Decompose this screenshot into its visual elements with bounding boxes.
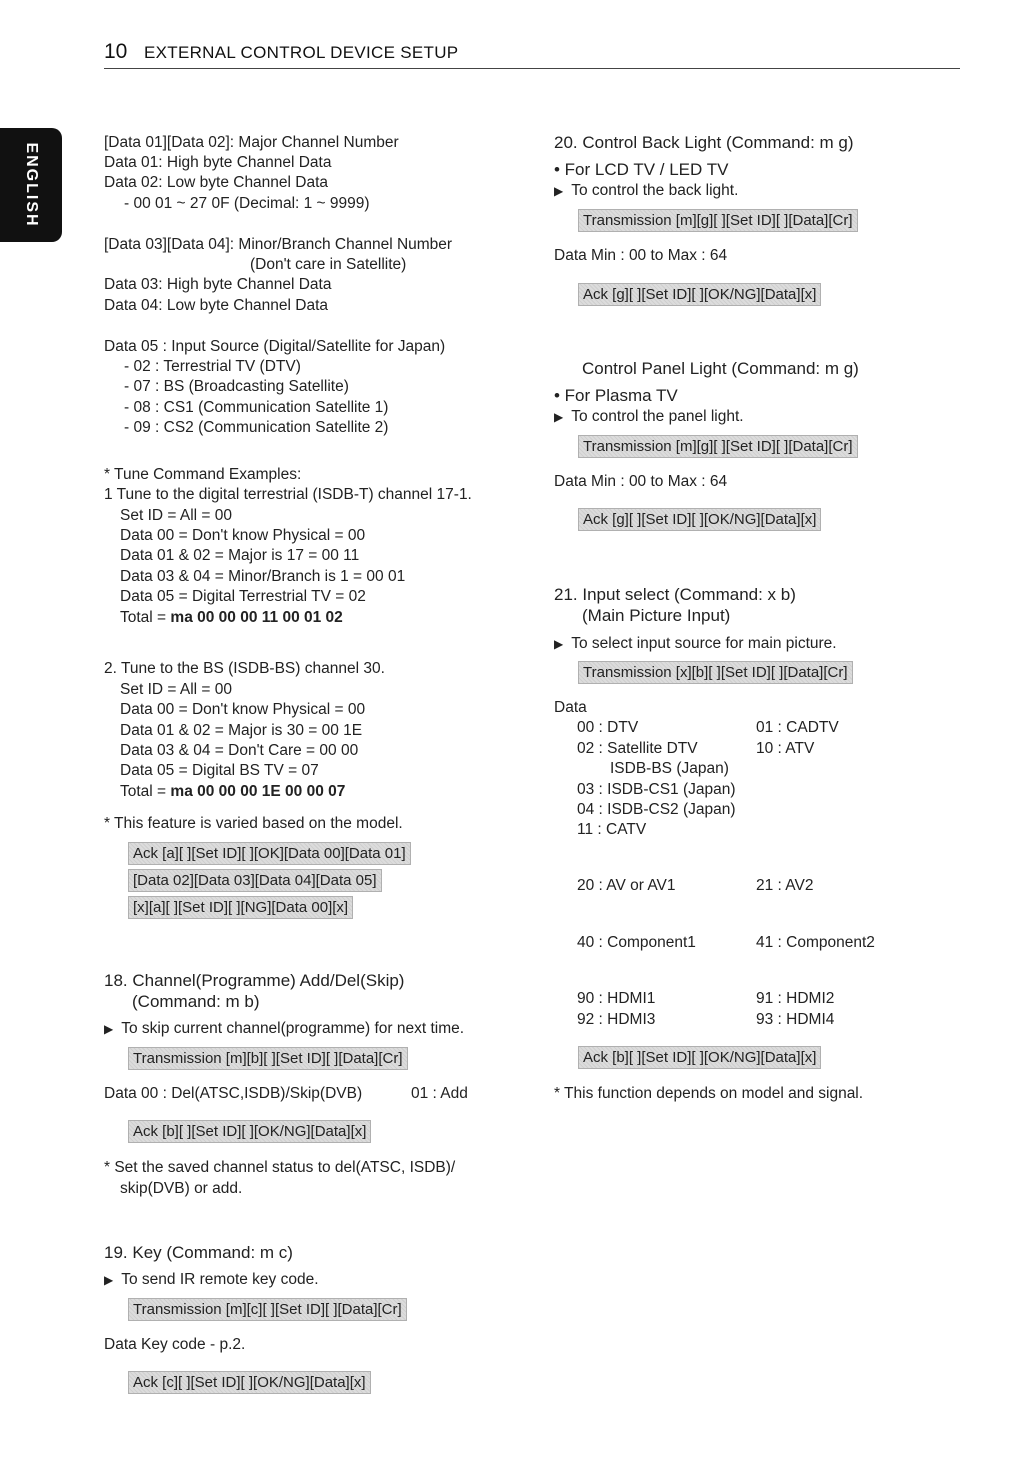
- section-heading: 19. Key (Command: m c): [104, 1243, 293, 1262]
- text-line: Set ID = All = 00: [120, 507, 233, 524]
- transmission-box: Transmission [m][g][ ][Set ID][ ][Data][Cr]: [578, 209, 858, 232]
- code-item: 91 : HDMI2: [756, 990, 835, 1007]
- total-label: Total =: [120, 609, 171, 626]
- ack-box: [Data 02][Data 03][Data 04][Data 05]: [128, 869, 382, 892]
- transmission-box: Transmission [m][c][ ][Set ID][ ][Data][Cr]: [128, 1298, 407, 1321]
- section-heading: (Main Picture Input): [582, 606, 731, 625]
- text-line: Data 05 : Input Source (Digital/Satellite for Japan): [104, 338, 446, 355]
- total-command: ma 00 00 00 1E 00 00 07: [170, 783, 346, 800]
- page-number: 10: [104, 40, 128, 63]
- code-item: 02 : Satellite DTV: [577, 740, 698, 757]
- text-line: [Data 01][Data 02]: Major Channel Number: [104, 134, 399, 151]
- text-line: Data 03: High byte Channel Data: [104, 276, 332, 293]
- text-line: Data 01 & 02 = Major is 30 = 00 1E: [120, 722, 363, 739]
- instruction: [554, 407, 744, 427]
- ack-box: Ack [g][ ][Set ID][ ][OK/NG][Data][x]: [578, 283, 821, 306]
- code-item: 00 : DTV: [577, 719, 639, 736]
- total-command: ma 00 00 00 11 00 01 02: [170, 609, 343, 626]
- code-item: 40 : Component1: [577, 934, 696, 951]
- text-line: Data 00 : Del(ATSC,ISDB)/Skip(DVB): [104, 1085, 363, 1102]
- code-item: 92 : HDMI3: [577, 1011, 656, 1028]
- ack-box: Ack [b][ ][Set ID][ ][OK/NG][Data][x]: [128, 1120, 371, 1143]
- instruction-text: To select input source for main picture.: [571, 635, 837, 652]
- page-header: [104, 40, 960, 69]
- text-line: 2. Tune to the BS (ISDB-BS) channel 30.: [104, 660, 385, 677]
- text-line: - 07 : BS (Broadcasting Satellite): [124, 378, 349, 395]
- triangle-icon: ▶: [554, 410, 564, 424]
- section-title: EXTERNAL CONTROL DEVICE SETUP: [144, 43, 459, 62]
- code-item: 20 : AV or AV1: [577, 877, 676, 894]
- ack-box: Ack [a][ ][Set ID][ ][OK][Data 00][Data 01]: [128, 842, 411, 865]
- code-item: 11 : CATV: [577, 821, 647, 838]
- ack-box: [x][a][ ][Set ID][ ][NG][Data 00][x]: [128, 896, 353, 919]
- transmission-box: Transmission [m][g][ ][Set ID][ ][Data][Cr]: [578, 435, 858, 458]
- text-line: Data Min : 00 to Max : 64: [554, 473, 728, 490]
- note: * Set the saved channel status to del(ATSC, ISDB)/: [104, 1159, 456, 1176]
- text-line: - 08 : CS1 (Communication Satellite 1): [124, 399, 389, 416]
- text-line: 01 : Add: [411, 1085, 468, 1102]
- code-item: 04 : ISDB-CS2 (Japan): [577, 801, 736, 818]
- total-label: Total =: [120, 783, 171, 800]
- language-tab: [0, 128, 62, 242]
- triangle-icon: ▶: [554, 184, 564, 198]
- triangle-icon: ▶: [554, 637, 564, 651]
- note: skip(DVB) or add.: [120, 1180, 243, 1197]
- code-item: 21 : AV2: [756, 877, 814, 894]
- section-heading: Control Panel Light (Command: m g): [582, 359, 859, 378]
- section-heading: 18. Channel(Programme) Add/Del(Skip): [104, 971, 405, 990]
- instruction-text: To skip current channel(programme) for next time.: [121, 1020, 465, 1037]
- note: * This function depends on model and signal.: [554, 1085, 864, 1102]
- instruction: [554, 181, 738, 201]
- instruction-text: To send IR remote key code.: [121, 1271, 319, 1288]
- instruction-text: To control the back light.: [571, 182, 739, 199]
- code-item: 01 : CADTV: [756, 719, 839, 736]
- text-line: 1 Tune to the digital terrestrial (ISDB-T) channel 17-1.: [104, 486, 472, 503]
- transmission-box: Transmission [m][b][ ][Set ID][ ][Data][Cr]: [128, 1047, 408, 1070]
- instruction: [554, 634, 837, 654]
- code-item: 41 : Component2: [756, 934, 875, 951]
- triangle-icon: ▶: [104, 1273, 114, 1287]
- bullet: • For LCD TV / LED TV: [554, 160, 729, 179]
- triangle-icon: ▶: [104, 1022, 114, 1036]
- transmission-box: Transmission [x][b][ ][Set ID][ ][Data][Cr]: [578, 661, 853, 684]
- text-line: - 02 : Terrestrial TV (DTV): [124, 358, 301, 375]
- bullet: • For Plasma TV: [554, 386, 678, 405]
- text-line: Set ID = All = 00: [120, 681, 233, 698]
- section-heading: 20. Control Back Light (Command: m g): [554, 133, 854, 152]
- text-line: Data 00 = Don't know Physical = 00: [120, 701, 366, 718]
- code-item: 93 : HDMI4: [756, 1011, 835, 1028]
- text-line: (Don't care in Satellite): [250, 256, 407, 273]
- text-line: Data 01 & 02 = Major is 17 = 00 11: [120, 547, 360, 564]
- text-line: Data 00 = Don't know Physical = 00: [120, 527, 366, 544]
- text-line: Data 03 & 04 = Minor/Branch is 1 = 00 01: [120, 568, 406, 585]
- text-line: Data 05 = Digital BS TV = 07: [120, 762, 319, 779]
- text-line: [Data 03][Data 04]: Minor/Branch Channel Number: [104, 236, 453, 253]
- section-heading: 21. Input select (Command: x b): [554, 585, 796, 604]
- text-line: Data: [554, 699, 587, 716]
- code-item: ISDB-BS (Japan): [610, 760, 729, 777]
- text-line: Data 04: Low byte Channel Data: [104, 297, 329, 314]
- language-label: ENGLISH: [23, 142, 40, 228]
- total-line: [120, 608, 343, 628]
- code-item: 90 : HDMI1: [577, 990, 656, 1007]
- total-line: [120, 782, 345, 802]
- instruction: [104, 1019, 464, 1039]
- instruction: [104, 1270, 319, 1290]
- text-line: - 09 : CS2 (Communication Satellite 2): [124, 419, 389, 436]
- text-line: Data Min : 00 to Max : 64: [554, 247, 728, 264]
- text-line: * Tune Command Examples:: [104, 466, 302, 483]
- note: * This feature is varied based on the model.: [104, 815, 403, 832]
- text-line: Data 03 & 04 = Don't Care = 00 00: [120, 742, 359, 759]
- code-item: 03 : ISDB-CS1 (Japan): [577, 781, 736, 798]
- text-line: Data 01: High byte Channel Data: [104, 154, 332, 171]
- ack-box: Ack [c][ ][Set ID][ ][OK/NG][Data][x]: [128, 1371, 371, 1394]
- text-line: Data 02: Low byte Channel Data: [104, 174, 329, 191]
- code-item: 10 : ATV: [756, 740, 815, 757]
- text-line: Data 05 = Digital Terrestrial TV = 02: [120, 588, 366, 605]
- ack-box: Ack [g][ ][Set ID][ ][OK/NG][Data][x]: [578, 508, 821, 531]
- text-line: Data Key code - p.2.: [104, 1336, 246, 1353]
- instruction-text: To control the panel light.: [571, 408, 744, 425]
- section-heading: (Command: m b): [132, 992, 260, 1011]
- text-line: - 00 01 ~ 27 0F (Decimal: 1 ~ 9999): [124, 195, 370, 212]
- ack-box: Ack [b][ ][Set ID][ ][OK/NG][Data][x]: [578, 1046, 821, 1069]
